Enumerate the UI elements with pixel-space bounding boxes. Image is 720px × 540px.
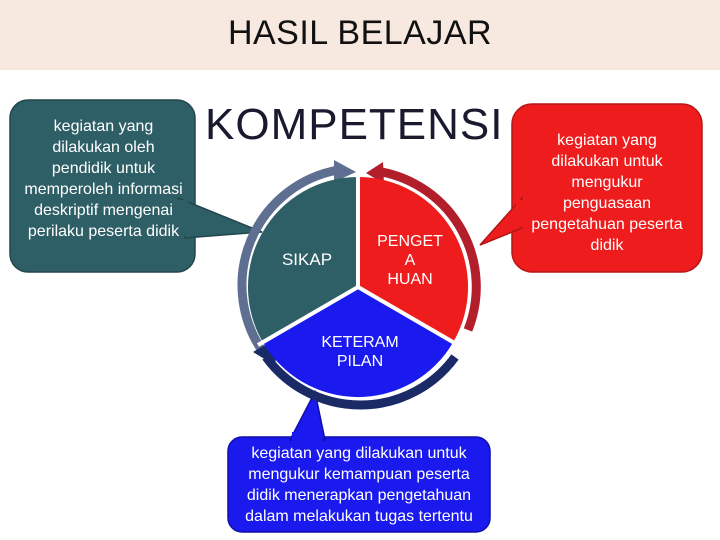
segment-label-pengetahuan: PENGET A HUAN: [377, 233, 443, 288]
page-title: HASIL BELAJAR: [227, 14, 493, 52]
callout-text-pengetahuan: kegiatan yang dilakukan untuk mengukur penguasaan pengetahuan peserta didik: [531, 132, 683, 254]
callout-text-keterampilan: kegiatan yang dilakukan untuk mengukur kemampuan peserta didik menerapkan pengetahuan dalam melakukan tugas tertentu: [245, 445, 473, 525]
segment-label-keterampilan: KETERAM PILAN: [321, 334, 399, 370]
callout-text-sikap: kegiatan yang dilakukan oleh pendidik untuk memperoleh informasi deskriptif mengenai perilaku peserta didik: [24, 118, 183, 240]
segment-label-sikap: SIKAP: [281, 250, 333, 269]
competency-heading: KOMPETENSI: [205, 100, 504, 149]
